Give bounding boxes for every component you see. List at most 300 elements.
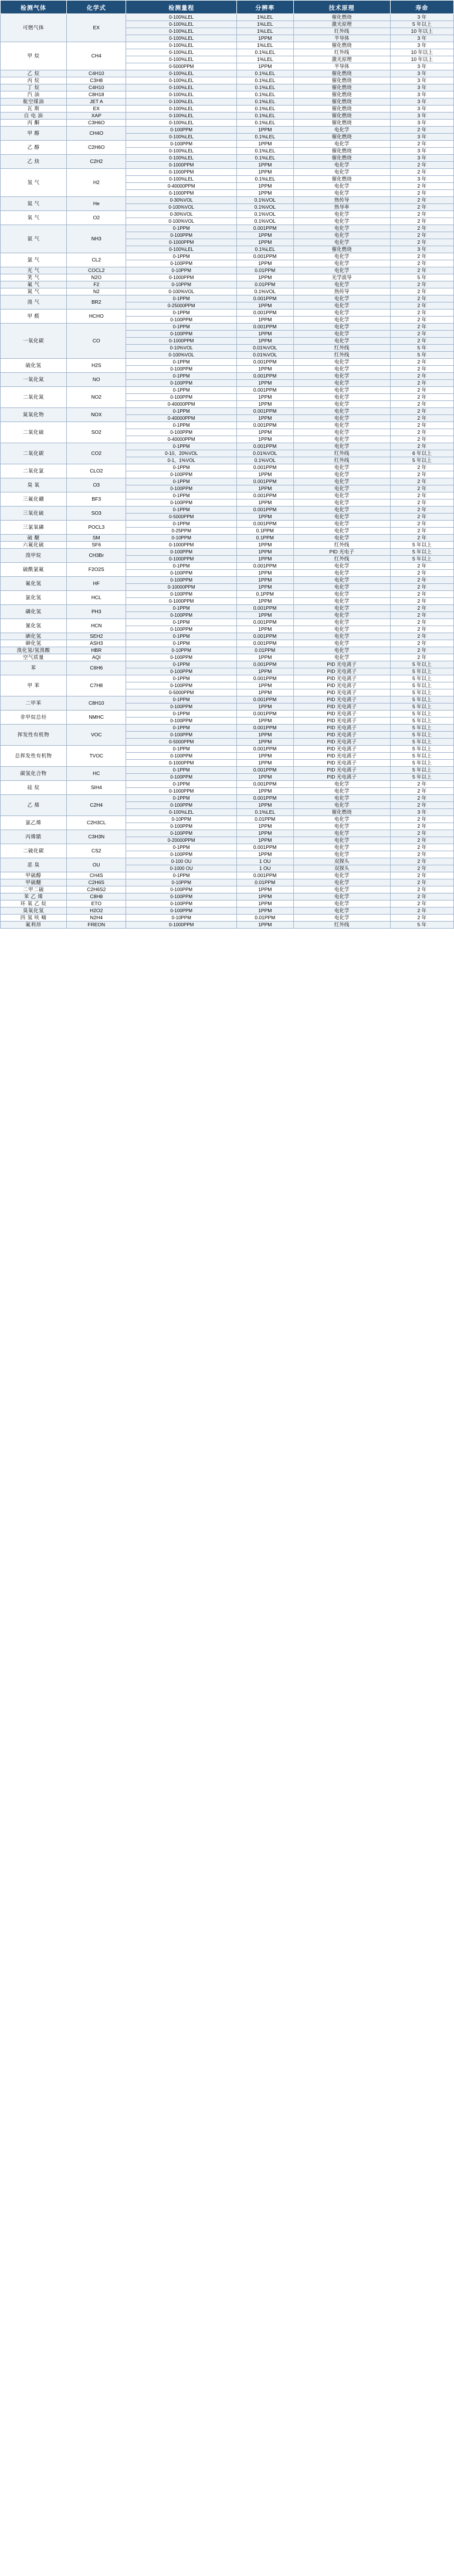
cell-technology: 电化学 <box>293 605 390 612</box>
table-row <box>1 70 454 77</box>
cell-gas-name: 乙 醇 <box>1 141 67 155</box>
cell-resolution: 1PPM <box>236 668 293 675</box>
cell-technology: 催化燃烧 <box>293 176 390 183</box>
cell-detection-range: 0-100PPM <box>126 823 237 830</box>
cell-gas-name: 总挥发性有机物 <box>1 746 67 767</box>
cell-technology: 电化学 <box>293 795 390 802</box>
table-row <box>1 267 454 274</box>
cell-technology: 红外线 <box>293 922 390 929</box>
cell-lifetime: 5 年以上 <box>390 549 453 556</box>
cell-detection-range: 0-10PPM <box>126 267 237 274</box>
cell-formula: C7H8 <box>67 675 126 696</box>
cell-resolution: 1PPM <box>236 704 293 711</box>
table-row <box>1 113 454 120</box>
cell-lifetime: 2 年 <box>390 499 453 507</box>
cell-technology: 电化学 <box>293 844 390 851</box>
cell-resolution: 1%LEL <box>236 28 293 35</box>
cell-technology: 电化学 <box>293 570 390 577</box>
cell-lifetime: 3 年 <box>390 113 453 120</box>
cell-lifetime: 2 年 <box>390 422 453 429</box>
cell-gas-name: 磷化氢 <box>1 605 67 619</box>
cell-lifetime: 3 年 <box>390 14 453 21</box>
cell-gas-name: 二甲二硫 <box>1 886 67 893</box>
cell-technology: 催化燃烧 <box>293 106 390 113</box>
table-row <box>1 373 454 380</box>
cell-resolution: 0.001PPM <box>236 507 293 514</box>
cell-technology: 热传导 <box>293 197 390 204</box>
cell-resolution: 0.01PPM <box>236 816 293 823</box>
cell-gas-name: 乙 烷 <box>1 70 67 77</box>
cell-technology: 电化学 <box>293 127 390 134</box>
cell-gas-name: 砷化氢 <box>1 640 67 647</box>
cell-technology: PID 光电离子 <box>293 668 390 675</box>
cell-detection-range: 0-100PPM <box>126 260 237 267</box>
table-row <box>1 908 454 915</box>
table-row <box>1 359 454 366</box>
table-row <box>1 288 454 295</box>
cell-lifetime: 2 年 <box>390 197 453 204</box>
cell-lifetime: 5 年 <box>390 345 453 352</box>
cell-technology: 电化学 <box>293 654 390 661</box>
cell-lifetime: 2 年 <box>390 211 453 218</box>
cell-technology: 催化燃烧 <box>293 84 390 91</box>
cell-resolution: 0.1%LEL <box>236 148 293 155</box>
cell-detection-range: 0-1PPM <box>126 781 237 788</box>
cell-gas-name: 一氧化氮 <box>1 373 67 387</box>
cell-detection-range: 0-1000PPM <box>126 556 237 563</box>
cell-resolution: 1PPM <box>236 162 293 169</box>
cell-technology: 电化学 <box>293 647 390 654</box>
cell-gas-name: 氦 气 <box>1 197 67 211</box>
cell-detection-range: 0-100%LEL <box>126 84 237 91</box>
cell-detection-range: 0-40000PPM <box>126 415 237 422</box>
cell-technology: 电化学 <box>293 295 390 303</box>
cell-resolution: 1PPM <box>236 893 293 900</box>
cell-gas-name: 空气质量 <box>1 654 67 661</box>
cell-resolution: 0.1%LEL <box>236 809 293 816</box>
cell-detection-range: 0-1PPM <box>126 521 237 528</box>
cell-lifetime: 5 年 <box>390 922 453 929</box>
cell-technology: 光学波导 <box>293 274 390 281</box>
cell-detection-range: 0-100%LEL <box>126 246 237 253</box>
cell-formula: CO2 <box>67 443 126 464</box>
cell-detection-range: 0-1000PPM <box>126 162 237 169</box>
cell-resolution: 0.1%VOL <box>236 218 293 225</box>
cell-lifetime: 5 年 <box>390 274 453 281</box>
cell-technology: 电化学 <box>293 260 390 267</box>
cell-resolution: 1%LEL <box>236 56 293 63</box>
cell-resolution: 1PPM <box>236 183 293 190</box>
cell-detection-range: 0-1PPM <box>126 387 237 394</box>
cell-resolution: 1PPM <box>236 689 293 696</box>
cell-gas-name: 溴化氢/氢溴酸 <box>1 647 67 654</box>
cell-detection-range: 0-1PPM <box>126 422 237 429</box>
cell-detection-range: 0-1PPM <box>126 225 237 232</box>
cell-technology: 催化燃烧 <box>293 14 390 21</box>
cell-gas-name: 丙 烷 <box>1 77 67 84</box>
cell-formula: CH4 <box>67 42 126 70</box>
cell-formula: HF <box>67 577 126 591</box>
cell-lifetime: 3 年 <box>390 155 453 162</box>
cell-resolution: 0.1%LEL <box>236 91 293 98</box>
cell-detection-range: 0-1PPM <box>126 295 237 303</box>
cell-detection-range: 0-100%VOL <box>126 288 237 295</box>
cell-resolution: 0.01%VOL <box>236 345 293 352</box>
cell-detection-range: 0-10PPM <box>126 647 237 654</box>
cell-detection-range: 0-1PPM <box>126 696 237 704</box>
cell-detection-range: 0-100PPM <box>126 893 237 900</box>
cell-technology: 催化燃烧 <box>293 155 390 162</box>
cell-lifetime: 5 年以上 <box>390 21 453 28</box>
cell-formula: C4H10 <box>67 70 126 77</box>
cell-resolution: 1PPM <box>236 908 293 915</box>
cell-technology: PID 光电离子 <box>293 774 390 781</box>
cell-technology: PID 光电离子 <box>293 760 390 767</box>
table-row <box>1 408 454 415</box>
cell-gas-name: 四 氢 呋 喃 <box>1 915 67 922</box>
cell-lifetime: 2 年 <box>390 612 453 619</box>
gas-sensor-spec-sheet <box>0 0 454 929</box>
cell-resolution: 0.1PPM <box>236 535 293 542</box>
cell-lifetime: 2 年 <box>390 535 453 542</box>
cell-gas-name: 氮氧化物 <box>1 408 67 422</box>
cell-resolution: 0.1%VOL <box>236 204 293 211</box>
cell-gas-name: 二氧化氯 <box>1 464 67 478</box>
cell-technology: 双探头 <box>293 858 390 865</box>
cell-technology: 电化学 <box>293 267 390 274</box>
cell-detection-range: 0-100%LEL <box>126 148 237 155</box>
cell-formula: SEH2 <box>67 633 126 640</box>
cell-lifetime: 2 年 <box>390 295 453 303</box>
cell-lifetime: 2 年 <box>390 338 453 345</box>
cell-formula: C2H6O <box>67 141 126 155</box>
cell-resolution: 0.1%LEL <box>236 176 293 183</box>
cell-resolution: 0.01PPM <box>236 281 293 288</box>
cell-technology: 红外线 <box>293 556 390 563</box>
cell-lifetime: 2 年 <box>390 387 453 394</box>
cell-technology: 红外线 <box>293 345 390 352</box>
cell-lifetime: 5 年以上 <box>390 753 453 760</box>
cell-lifetime: 2 年 <box>390 872 453 879</box>
cell-formula: NO <box>67 373 126 387</box>
cell-lifetime: 2 年 <box>390 886 453 893</box>
cell-lifetime: 2 年 <box>390 408 453 415</box>
cell-gas-name: 可燃气体 <box>1 14 67 42</box>
cell-formula: CO <box>67 324 126 359</box>
cell-detection-range: 0-100%LEL <box>126 91 237 98</box>
cell-technology: 电化学 <box>293 415 390 422</box>
table-row <box>1 478 454 485</box>
cell-resolution: 1PPM <box>236 366 293 373</box>
cell-resolution: 1PPM <box>236 514 293 521</box>
table-body <box>1 14 454 929</box>
cell-formula: OU <box>67 858 126 872</box>
cell-technology: 催化燃烧 <box>293 120 390 127</box>
cell-lifetime: 2 年 <box>390 281 453 288</box>
cell-detection-range: 0-100%LEL <box>126 120 237 127</box>
cell-resolution: 0.001PPM <box>236 795 293 802</box>
cell-resolution: 1PPM <box>236 380 293 387</box>
cell-technology: 电化学 <box>293 816 390 823</box>
cell-technology: 电化学 <box>293 886 390 893</box>
cell-technology: 电化学 <box>293 872 390 879</box>
cell-detection-range: 0-10PPM <box>126 816 237 823</box>
cell-resolution: 1PPM <box>236 556 293 563</box>
cell-resolution: 0.001PPM <box>236 605 293 612</box>
table-row <box>1 725 454 732</box>
cell-lifetime: 5 年以上 <box>390 696 453 704</box>
cell-gas-name: 三氯氧磷 <box>1 521 67 535</box>
cell-lifetime: 2 年 <box>390 584 453 591</box>
cell-resolution: 0.001PPM <box>236 225 293 232</box>
cell-detection-range: 0-100PPM <box>126 366 237 373</box>
table-row <box>1 492 454 499</box>
cell-lifetime: 2 年 <box>390 464 453 471</box>
cell-formula: CS2 <box>67 844 126 858</box>
cell-technology: PID 光电离子 <box>293 753 390 760</box>
cell-resolution: 0.001PPM <box>236 310 293 317</box>
cell-technology: 电化学 <box>293 218 390 225</box>
cell-lifetime: 2 年 <box>390 436 453 443</box>
cell-formula: EX <box>67 14 126 42</box>
cell-resolution: 0.001PPM <box>236 253 293 260</box>
cell-gas-name: 甲 烷 <box>1 42 67 70</box>
cell-technology: 电化学 <box>293 591 390 598</box>
cell-lifetime: 2 年 <box>390 570 453 577</box>
cell-detection-range: 0-1PPM <box>126 619 237 626</box>
cell-detection-range: 0-1PPM <box>126 464 237 471</box>
cell-detection-range: 0-100PPM <box>126 718 237 725</box>
cell-gas-name: 环 氧 乙 烷 <box>1 900 67 908</box>
cell-detection-range: 0-100%LEL <box>126 21 237 28</box>
cell-detection-range: 0-100PPM <box>126 612 237 619</box>
cell-gas-name: 硫 醚 <box>1 535 67 542</box>
cell-detection-range: 0-1PPM <box>126 633 237 640</box>
cell-gas-name: 氮 气 <box>1 288 67 295</box>
cell-technology: 电化学 <box>293 528 390 535</box>
table-row <box>1 654 454 661</box>
cell-lifetime: 2 年 <box>390 310 453 317</box>
cell-detection-range: 0-1000PPM <box>126 338 237 345</box>
cell-detection-range: 0-100PPM <box>126 394 237 401</box>
cell-detection-range: 0-100%LEL <box>126 113 237 120</box>
cell-lifetime: 2 年 <box>390 239 453 246</box>
cell-detection-range: 0-100PPM <box>126 704 237 711</box>
cell-formula: O3 <box>67 478 126 492</box>
cell-resolution: 0.001PPM <box>236 295 293 303</box>
cell-detection-range: 0-10000PPM <box>126 584 237 591</box>
cell-formula: C2H6S2 <box>67 886 126 893</box>
cell-resolution: 1PPM <box>236 570 293 577</box>
cell-resolution: 1PPM <box>236 753 293 760</box>
cell-lifetime: 2 年 <box>390 359 453 366</box>
cell-technology: 电化学 <box>293 879 390 886</box>
cell-gas-name: 苯 乙 烯 <box>1 893 67 900</box>
cell-technology: 电化学 <box>293 190 390 197</box>
cell-resolution: 0.001PPM <box>236 359 293 366</box>
cell-formula: BF3 <box>67 492 126 507</box>
cell-lifetime: 2 年 <box>390 858 453 865</box>
cell-gas-name: 非甲烷总烃 <box>1 711 67 725</box>
cell-resolution: 0.1%LEL <box>236 70 293 77</box>
cell-detection-range: 0-100%LEL <box>126 98 237 106</box>
cell-technology: 热导率 <box>293 204 390 211</box>
table-row <box>1 422 454 429</box>
cell-detection-range: 0-100PPM <box>126 682 237 689</box>
cell-lifetime: 5 年以上 <box>390 739 453 746</box>
cell-detection-range: 0-5000PPM <box>126 689 237 696</box>
cell-resolution: 1PPM <box>236 401 293 408</box>
cell-lifetime: 2 年 <box>390 471 453 478</box>
cell-lifetime: 2 年 <box>390 528 453 535</box>
cell-resolution: 1PPM <box>236 900 293 908</box>
cell-detection-range: 0-10PPM <box>126 535 237 542</box>
table-row <box>1 549 454 556</box>
table-row <box>1 197 454 204</box>
cell-resolution: 1%LEL <box>236 42 293 49</box>
cell-lifetime: 3 年 <box>390 176 453 183</box>
cell-resolution: 1PPM <box>236 429 293 436</box>
table-row <box>1 310 454 317</box>
cell-resolution: 0.1%LEL <box>236 113 293 120</box>
cell-resolution: 1PPM <box>236 886 293 893</box>
cell-resolution: 1PPM <box>236 851 293 858</box>
cell-lifetime: 2 年 <box>390 640 453 647</box>
cell-technology: PID 光电离子 <box>293 767 390 774</box>
cell-gas-name: 二氧化氮 <box>1 387 67 408</box>
cell-resolution: 0.001PPM <box>236 619 293 626</box>
cell-formula: HCL <box>67 591 126 605</box>
table-row <box>1 14 454 21</box>
cell-resolution: 0.001PPM <box>236 373 293 380</box>
cell-detection-range: 0-100%LEL <box>126 14 237 21</box>
header-formula: 化学式 <box>67 1 126 14</box>
cell-technology: PID 光电离子 <box>293 746 390 753</box>
cell-detection-range: 0-100PPM <box>126 591 237 598</box>
cell-gas-name: 三氟化硼 <box>1 492 67 507</box>
cell-resolution: 1PPM <box>236 331 293 338</box>
cell-gas-name: 笑 气 <box>1 274 67 281</box>
cell-formula: CLO2 <box>67 464 126 478</box>
cell-formula: F2O2S <box>67 563 126 577</box>
table-row <box>1 42 454 49</box>
cell-technology: PID 光电离子 <box>293 696 390 704</box>
cell-technology: 电化学 <box>293 851 390 858</box>
table-row <box>1 225 454 232</box>
cell-gas-name: 二硫化碳 <box>1 844 67 858</box>
cell-technology: 电化学 <box>293 359 390 366</box>
cell-resolution: 1PPM <box>236 415 293 422</box>
cell-resolution: 0.001PPM <box>236 640 293 647</box>
cell-resolution: 0.1%LEL <box>236 155 293 162</box>
cell-gas-name: 溴 气 <box>1 295 67 310</box>
cell-detection-range: 0-100PPM <box>126 654 237 661</box>
cell-gas-name: 氟利昂 <box>1 922 67 929</box>
cell-detection-range: 0-1PPM <box>126 844 237 851</box>
cell-resolution: 0.001PPM <box>236 521 293 528</box>
cell-formula: H2S <box>67 359 126 373</box>
cell-resolution: 1PPM <box>236 788 293 795</box>
cell-resolution: 1PPM <box>236 802 293 809</box>
cell-technology: 红外线 <box>293 450 390 457</box>
cell-lifetime: 2 年 <box>390 900 453 908</box>
cell-lifetime: 2 年 <box>390 788 453 795</box>
cell-gas-name: 氯 气 <box>1 253 67 267</box>
cell-formula: EX <box>67 106 126 113</box>
cell-lifetime: 2 年 <box>390 317 453 324</box>
cell-formula: XAP <box>67 113 126 120</box>
cell-detection-range: 0-1000PPM <box>126 922 237 929</box>
cell-technology: 电化学 <box>293 626 390 633</box>
cell-resolution: 0.1%LEL <box>236 134 293 141</box>
cell-formula: H2 <box>67 169 126 197</box>
table-row <box>1 535 454 542</box>
table-row <box>1 879 454 886</box>
cell-technology: 电化学 <box>293 253 390 260</box>
cell-gas-name: 硫酰氯氟 <box>1 563 67 577</box>
cell-detection-range: 0-100PPM <box>126 549 237 556</box>
cell-gas-name: 丁 烷 <box>1 84 67 91</box>
cell-detection-range: 0-20000PPM <box>126 837 237 844</box>
cell-lifetime: 3 年 <box>390 134 453 141</box>
cell-gas-name: 氰化氢 <box>1 619 67 633</box>
cell-resolution: 0.001PPM <box>236 492 293 499</box>
table-row <box>1 563 454 570</box>
cell-formula: C8H8 <box>67 893 126 900</box>
cell-gas-name: 甲硫醚 <box>1 879 67 886</box>
cell-detection-range: 0-1000PPM <box>126 542 237 549</box>
cell-detection-range: 0-1PPM <box>126 746 237 753</box>
cell-lifetime: 10 年以上 <box>390 56 453 63</box>
cell-resolution: 0.01PPM <box>236 267 293 274</box>
cell-detection-range: 0-1、1%VOL <box>126 457 237 464</box>
cell-technology: PID 光电离子 <box>293 725 390 732</box>
cell-detection-range: 0-1PPM <box>126 478 237 485</box>
cell-resolution: 0.001PPM <box>236 408 293 415</box>
cell-technology: 电化学 <box>293 893 390 900</box>
cell-resolution: 0.01PPM <box>236 647 293 654</box>
cell-resolution: 0.001PPM <box>236 711 293 718</box>
cell-detection-range: 0-100PPM <box>126 753 237 760</box>
table-row <box>1 141 454 148</box>
table-row <box>1 77 454 84</box>
cell-lifetime: 2 年 <box>390 478 453 485</box>
cell-detection-range: 0-100PPM <box>126 380 237 387</box>
cell-lifetime: 5 年以上 <box>390 718 453 725</box>
cell-technology: 电化学 <box>293 239 390 246</box>
cell-gas-name: 氨 气 <box>1 225 67 253</box>
cell-resolution: 1PPM <box>236 718 293 725</box>
cell-detection-range: 0-100PPM <box>126 127 237 134</box>
cell-detection-range: 0-100%LEL <box>126 70 237 77</box>
cell-resolution: 0.1%LEL <box>236 98 293 106</box>
cell-formula: HCN <box>67 619 126 633</box>
cell-technology: 电化学 <box>293 422 390 429</box>
cell-technology: PID 光电子 <box>293 549 390 556</box>
cell-resolution: 0.001PPM <box>236 844 293 851</box>
cell-gas-name: 丙烯腈 <box>1 830 67 844</box>
cell-formula: C8H10 <box>67 696 126 711</box>
cell-lifetime: 2 年 <box>390 633 453 640</box>
cell-technology: 电化学 <box>293 563 390 570</box>
cell-formula: ETO <box>67 900 126 908</box>
cell-detection-range: 0-10、20%VOL <box>126 450 237 457</box>
cell-detection-range: 0-100PPM <box>126 802 237 809</box>
cell-detection-range: 0-100%LEL <box>126 77 237 84</box>
cell-technology: 电化学 <box>293 781 390 788</box>
cell-detection-range: 0-100%VOL <box>126 352 237 359</box>
table-row <box>1 619 454 626</box>
